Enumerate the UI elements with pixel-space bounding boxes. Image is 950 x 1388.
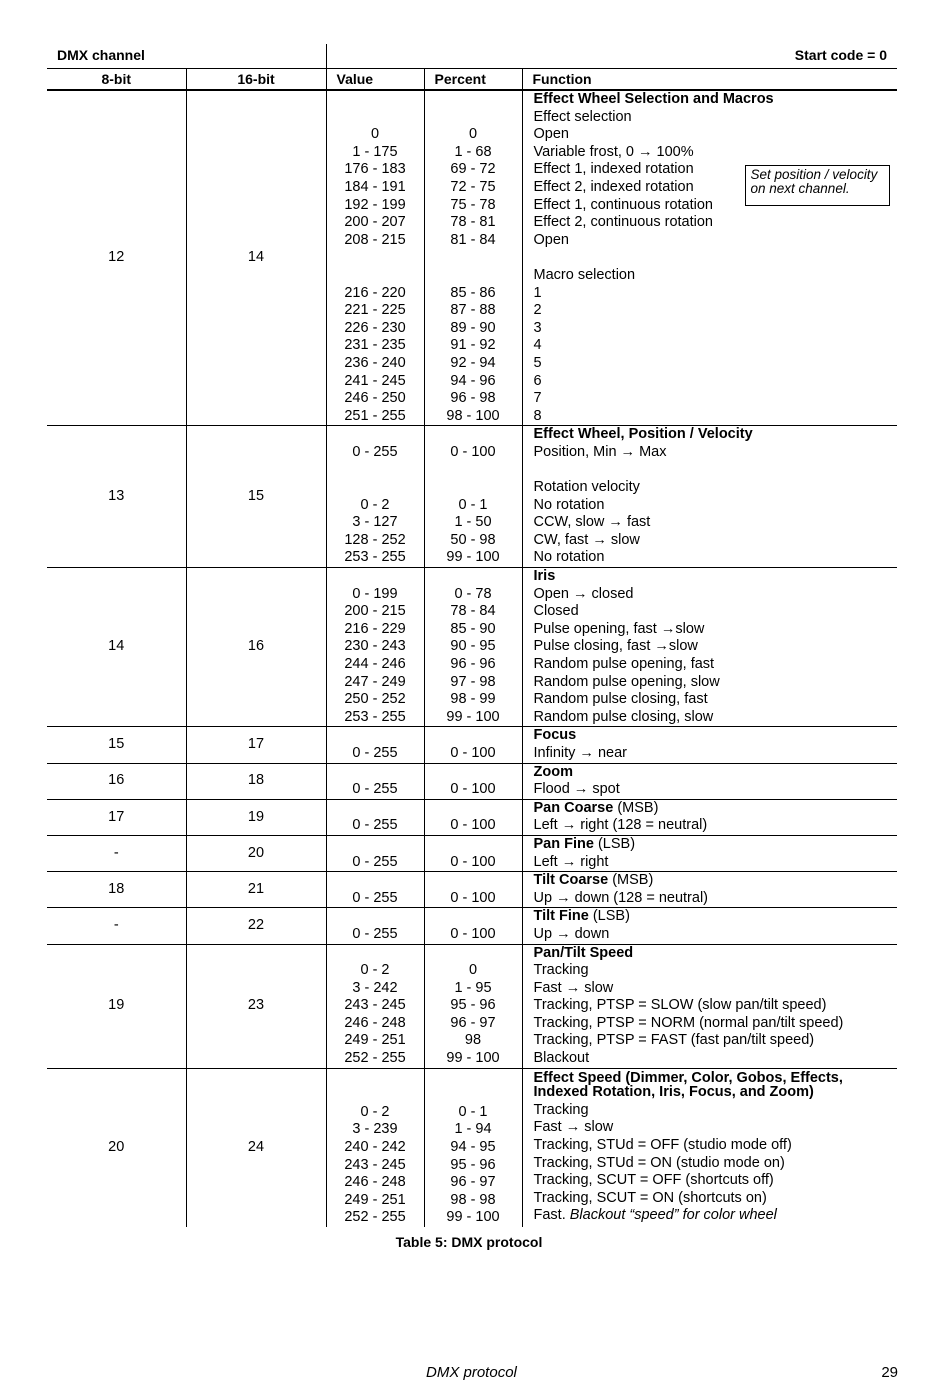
function-title-line1: Effect Speed (Dimmer, Color, Gobos, Effects, [533,1069,843,1086]
function-description: 8 [533,407,542,424]
function-description: Infinity → near [533,744,627,761]
percent-range: 94 - 95 [450,1139,496,1156]
percent-range [425,267,522,285]
function-description [534,461,898,479]
percent-range: 0 - 100 [450,853,496,870]
function-description: Blackout [533,1050,590,1067]
header-divider [326,44,327,68]
percent-range: 50 - 98 [450,531,496,548]
cell-8bit: 19 [47,944,186,1068]
value-range: 3 - 127 [352,514,398,531]
cell-function [522,90,897,426]
cell-value [326,568,424,727]
cell-8bit: 14 [47,568,186,727]
cell-function [522,1068,897,1227]
function-title: Effect Wheel, Position / Velocity [533,426,753,443]
function-description: Tracking, STUd = OFF (studio mode off) [533,1137,792,1154]
value-range: 216 - 229 [344,620,406,637]
value-range: 246 - 248 [344,1174,406,1191]
function-title-line2: Indexed Rotation, Iris, Focus, and Zoom) [533,1083,814,1100]
value-range: 0 - 199 [352,585,398,602]
percent-range: 96 - 97 [450,1174,496,1191]
value-range: 246 - 248 [344,1014,406,1031]
cell-8bit: 15 [47,727,186,763]
cell-16bit: 23 [186,944,326,1068]
percent-range: 85 - 86 [450,284,496,301]
percent-range: 81 - 84 [450,231,496,248]
cell-8bit: 20 [108,1139,125,1156]
cell-8bit: 18 [47,872,186,908]
function-description: Up → down [533,925,610,942]
percent-range: 1 - 50 [454,514,492,531]
value-range: 230 - 243 [344,638,406,655]
function-description: Fast → slow [533,979,614,996]
function-description: Fast → slow [533,1119,614,1136]
table-row [47,1068,897,1227]
document-page [47,44,897,1250]
function-description: Effect 2, indexed rotation [533,178,694,195]
percent-range [425,479,522,497]
function-description: CW, fast → slow [533,531,640,548]
function-description: Left → right (128 = neutral) [533,817,708,834]
function-description: Open [533,126,569,143]
percent-range [425,461,522,479]
function-title: Pan Fine (LSB) [533,835,636,852]
value-range: 0 - 2 [360,1103,390,1120]
percent-range: 99 - 100 [446,708,500,725]
value-range: 0 - 255 [352,889,398,906]
value-range: 0 - 255 [352,443,398,460]
function-description: 4 [533,337,542,354]
cell-percent [424,872,522,908]
cell-16bit: 20 [186,835,326,871]
function-title: Pan/Tilt Speed [533,944,634,961]
function-description: Left → right [533,853,609,870]
value-range: 192 - 199 [344,196,406,213]
value-range: 216 - 220 [344,284,406,301]
function-description: Open [533,231,569,248]
value-range: 128 - 252 [344,531,406,548]
percent-range: 0 [468,962,478,979]
table-row [47,872,897,908]
function-description: 5 [533,354,542,371]
function-description: No rotation [533,496,605,513]
cell-percent [424,835,522,871]
cell-percent [424,727,522,763]
function-description: Pulse opening, fast →slow [533,620,705,637]
function-title: Effect Wheel Selection and Macros [533,91,774,107]
value-range: 3 - 242 [352,979,398,996]
cell-percent [424,944,522,1068]
percent-range: 85 - 90 [450,620,496,637]
value-range: 0 - 255 [352,817,398,834]
cell-value [326,90,424,426]
cell-16bit: 15 [186,426,326,568]
value-range: 250 - 252 [344,691,406,708]
value-range [327,249,424,267]
percent-range: 72 - 75 [450,178,496,195]
start-code-label: Start code = 0 [794,47,887,63]
value-range: 0 - 255 [352,781,398,798]
value-range: 243 - 245 [344,997,406,1014]
cell-function [522,763,897,799]
cell-16bit: 14 [186,90,326,426]
table-row [47,568,897,727]
value-range: 0 [370,126,380,143]
function-description: Tracking, SCUT = OFF (shortcuts off) [533,1172,774,1189]
percent-range: 96 - 97 [450,1014,496,1031]
function-title: Tilt Fine (LSB) [533,908,630,925]
cell-percent [424,799,522,835]
value-range: 240 - 242 [344,1139,406,1156]
percent-range: 87 - 88 [450,302,496,319]
value-range: 236 - 240 [344,354,406,371]
table-caption: Table 5: DMX protocol [395,1234,543,1250]
function-description: 7 [533,390,542,407]
function-description: Effect 1, continuous rotation [533,196,713,213]
percent-range: 89 - 90 [450,319,496,336]
table-row [47,944,897,1068]
table-row [47,426,897,568]
function-description [534,249,898,267]
value-range [327,109,424,127]
percent-range: 96 - 96 [450,656,496,672]
cell-8bit: - [47,835,186,871]
cell-16bit: 17 [186,727,326,763]
percent-range: 0 - 100 [450,889,496,906]
col-16bit: 16-bit [186,69,326,91]
function-description: Tracking, PTSP = NORM (normal pan/tilt speed) [533,1014,844,1031]
percent-range: 0 [468,126,478,143]
function-title: Focus [533,727,577,744]
percent-range: 99 - 100 [446,1050,500,1067]
function-description: Rotation velocity [533,479,640,496]
percent-range: 90 - 95 [450,638,496,655]
column-header-row [47,69,897,91]
value-range: 0 - 2 [360,962,390,979]
table-row [47,727,897,763]
function-description: Tracking, PTSP = SLOW (slow pan/tilt speed) [533,997,827,1014]
value-range: 208 - 215 [344,231,406,248]
percent-range: 98 - 99 [450,691,496,708]
percent-range: 95 - 96 [450,1156,496,1173]
note-box: Set position / velocity on next channel. [745,165,890,206]
value-range: 244 - 246 [344,656,406,672]
value-range: 251 - 255 [344,407,406,424]
percent-range: 78 - 81 [450,214,496,231]
percent-range: 96 - 98 [450,390,496,407]
percent-range: 95 - 96 [450,997,496,1014]
percent-range: 92 - 94 [450,354,496,371]
percent-range: 0 - 1 [458,1103,488,1120]
function-description: Closed [533,603,579,620]
value-range: 241 - 245 [344,372,406,389]
cell-16bit: 16 [186,568,326,727]
function-description: No rotation [533,549,605,566]
value-range: 0 - 255 [352,853,398,870]
percent-range: 0 - 100 [450,744,496,761]
table-row [47,835,897,871]
function-description: Random pulse closing, slow [533,708,714,725]
cell-value [326,1068,424,1227]
percent-range: 78 - 84 [450,603,496,620]
percent-range [425,109,522,127]
page-number: 29 [881,1364,898,1381]
cell-value [326,727,424,763]
value-range: 253 - 255 [344,549,406,566]
cell-function [522,944,897,1068]
value-range: 1 - 175 [352,143,398,160]
table-body [47,90,897,1227]
cell-value [326,835,424,871]
function-title: Iris [533,568,556,585]
cell-value [326,908,424,944]
cell-percent [424,90,522,426]
percent-range: 98 - 98 [450,1191,496,1208]
value-range: 247 - 249 [344,673,406,690]
cell-16bit: 21 [186,872,326,908]
cell-function [522,872,897,908]
cell-percent [424,763,522,799]
cell-percent [424,426,522,568]
function-description: 1 [533,284,542,301]
percent-range: 99 - 100 [446,1209,500,1226]
dmx-channel-label: DMX channel [57,47,145,63]
value-range: 0 - 2 [360,496,390,513]
function-description: Effect 1, indexed rotation [533,161,694,178]
function-description: 6 [533,372,542,389]
value-range: 243 - 245 [344,1156,406,1173]
table-row [47,90,897,426]
col-value: Value [326,69,424,91]
col-8bit: 8-bit [47,69,186,91]
cell-value [326,426,424,568]
value-range: 252 - 255 [344,1209,406,1226]
percent-range: 98 - 100 [446,407,500,424]
value-range [327,267,424,285]
function-description: 2 [533,302,542,319]
function-description: Open → closed [533,585,634,602]
value-range: 0 - 255 [352,925,398,942]
percent-range [425,249,522,267]
dmx-protocol-table [47,68,897,1227]
percent-range: 1 - 95 [454,979,492,996]
value-range: 252 - 255 [344,1050,406,1067]
value-range: 176 - 183 [344,161,406,178]
function-title: Zoom [533,763,573,780]
cell-value [326,799,424,835]
cell-value [326,763,424,799]
cell-16bit: 22 [186,908,326,944]
percent-range: 91 - 92 [450,337,496,354]
function-description: Fast. Blackout “speed” for color wheel [533,1207,777,1224]
percent-range: 1 - 68 [454,143,492,160]
cell-function [522,568,897,727]
function-description: Effect 2, continuous rotation [533,214,713,231]
function-description: Tracking, PTSP = FAST (fast pan/tilt speed) [533,1032,815,1049]
percent-range: 0 - 100 [450,817,496,834]
cell-function [522,426,897,568]
value-range [327,479,424,497]
cell-16bit: 19 [186,799,326,835]
function-description: Tracking, SCUT = ON (shortcuts on) [533,1189,767,1206]
function-description: Effect selection [533,108,632,125]
value-range: 184 - 191 [344,178,406,195]
cell-8bit: 12 [47,90,186,426]
cell-8bit: 13 [47,426,186,568]
percent-range: 98 [464,1032,482,1049]
table-row [47,908,897,944]
percent-range: 0 - 100 [450,925,496,942]
cell-function [522,727,897,763]
cell-8bit: 17 [47,799,186,835]
table-row [47,799,897,835]
cell-function [522,835,897,871]
percent-range: 94 - 96 [450,372,496,389]
function-title [534,1069,898,1102]
cell-16bit: 18 [186,763,326,799]
cell-percent [424,1068,522,1227]
table-top-header [47,44,897,68]
cell-percent [424,568,522,727]
percent-range: 0 - 100 [450,443,496,460]
cell-value [326,872,424,908]
value-range: 221 - 225 [344,302,406,319]
cell-function [522,799,897,835]
table-row [47,763,897,799]
percent-range: 0 - 100 [450,781,496,798]
function-description: Tracking, STUd = ON (studio mode on) [533,1154,785,1171]
function-description: CCW, slow → fast [533,514,651,531]
footer-section-title: DMX protocol [426,1364,517,1381]
cell-16bit: 24 [186,1068,326,1227]
function-title: Tilt Coarse (MSB) [533,872,654,889]
percent-range: 69 - 72 [450,161,496,178]
percent-range: 75 - 78 [450,196,496,213]
value-range: 231 - 235 [344,337,406,354]
col-percent: Percent [424,69,522,91]
function-description: Variable frost, 0 → 100% [533,143,694,160]
value-range: 246 - 250 [344,390,406,407]
function-description: Flood → spot [533,781,620,798]
function-description: 3 [533,319,542,336]
percent-range: 99 - 100 [446,549,500,566]
cell-function [522,908,897,944]
function-description: Up → down (128 = neutral) [533,889,708,906]
function-title: Pan Coarse (MSB) [533,799,659,816]
function-description: Tracking [533,962,589,979]
value-range: 200 - 207 [344,214,406,231]
function-description: Random pulse opening, slow [533,673,720,690]
function-description: Macro selection [533,266,636,283]
value-range: 249 - 251 [344,1032,406,1049]
value-range: 253 - 255 [344,708,406,725]
percent-range: 1 - 94 [454,1121,492,1138]
percent-range: 97 - 98 [450,673,496,690]
cell-percent [424,908,522,944]
function-description: Pulse closing, fast →slow [533,638,698,655]
percent-range: 0 - 1 [458,496,488,513]
value-range: 200 - 215 [344,603,406,620]
function-description: Position, Min → Max [533,443,667,460]
cell-8bit: - [47,908,186,944]
function-description: Tracking [533,1101,589,1118]
value-range: 249 - 251 [344,1191,406,1208]
function-description: Random pulse closing, fast [533,691,708,708]
percent-range: 0 - 78 [454,585,492,602]
value-range: 226 - 230 [344,319,406,336]
value-range: 3 - 239 [352,1121,398,1138]
value-range [327,461,424,479]
function-description: Random pulse opening, fast [533,656,715,672]
value-range: 0 - 255 [352,744,398,761]
cell-8bit: 16 [47,763,186,799]
cell-value [326,944,424,1068]
col-function: Function [522,69,897,91]
